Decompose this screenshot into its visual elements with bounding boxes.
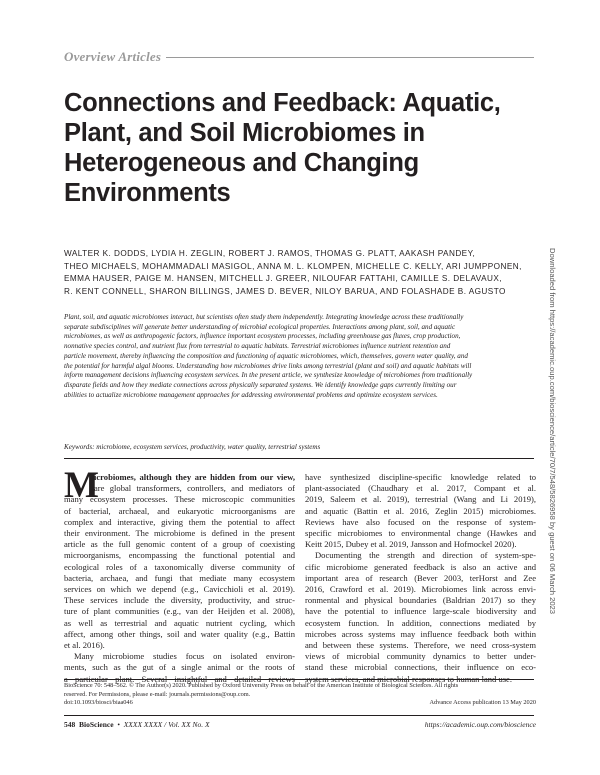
abstract-line: Plant, soil, and aquatic microbiomes interact, but scientists often study them independently. Integrating knowledge across these traditionally <box>64 313 464 321</box>
body-line: et al. 2016). <box>64 640 105 651</box>
download-watermark: Downloaded from https://academic.oup.com/bioscience/article/70/7/548/5826958 by guest on 06 March 2023 <box>548 248 557 614</box>
journal-name: BioScience <box>79 720 114 729</box>
article-title <box>64 88 534 208</box>
body-line: ronmental and physical boundaries (Baldrian 2017) so they <box>305 595 536 606</box>
abstract-line: inform management decisions influencing ecosystem services. In the present article, we synthesize knowledge of microbiomes from traditionally <box>64 371 473 380</box>
author-line: WALTER K. DODDS, LYDIA H. ZEGLIN, ROBERT J. RAMOS, THOMAS G. PLATT, AAKASH PANDEY, <box>64 249 476 258</box>
section-label: Overview Articles <box>64 49 162 64</box>
body-line: Many microbiome studies focus on isolated environ- <box>74 651 295 662</box>
body-line: icrobiomes, although they are hidden from our view, <box>94 472 295 482</box>
body-line: important area of research (Bever 2003, terHorst and Zee <box>305 572 536 583</box>
page-footer-left: 548 BioScience • XXXX XXXX / Vol. XX No. X <box>64 720 210 729</box>
body-line: 2016, Crawford et al. 2019). Microbiomes link across envi- <box>305 584 536 595</box>
body-line: These services include the diversity, productivity, and struc- <box>64 595 295 606</box>
body-line: a particular plant. Several insightful and detailed reviews <box>64 673 295 684</box>
body-line: have the potential to influence large-scale biodiversity and <box>305 606 536 617</box>
body-line: and between these systems. Therefore, we need cross-system <box>305 640 536 651</box>
body-line: views of microbial community dynamics to better under- <box>305 651 536 662</box>
author-line: R. KENT CONNELL, SHARON BILLINGS, JAMES D. BEVER, NILOY BARUA, AND FOLASHADE B. AGUSTO <box>64 286 506 296</box>
body-line: article as the full genomic content of a group of coexisting <box>64 539 295 550</box>
title-line: Connections and Feedback: Aquatic, <box>64 89 501 117</box>
journal-url[interactable]: https://academic.oup.com/bioscience <box>424 720 536 729</box>
body-line: ments, such as the gut of a single animal or the roots of <box>64 662 295 673</box>
title-line: Heterogeneous and Changing <box>64 149 419 177</box>
body-line: ture of plant communities (e.g., van der Heijden et al. 2008), <box>64 606 295 617</box>
title-line: Plant, and Soil Microbiomes in <box>64 119 425 147</box>
body-column-right <box>305 472 536 685</box>
body-line: of bacterial, archaeal, and eukaryotic microorganisms are <box>64 505 295 516</box>
publication-date: Advance Access publication 13 May 2020 <box>429 699 536 706</box>
author-line: EMMA HAUSER, PAIGE M. HANSEN, MITCHELL J. GREER, NILOUFAR FATTAHI, CAMILLE S. DELAVAUX, <box>64 274 502 284</box>
body-line: plant-associated (Chaudhary et al. 2017, Compant et al. <box>305 483 536 494</box>
body-column-left <box>64 472 295 685</box>
section-rule <box>166 57 534 58</box>
body-line: ecosystem function. In addition, connections mediated by <box>305 617 536 628</box>
body-line: many ecosystem processes. These microscopic communities <box>64 494 295 505</box>
body-line: specific microbiomes to environmental change (Hawkes and <box>305 528 536 539</box>
footnote-line: reserved. For Permissions, please e-mail: journals.permissions@oup.com. <box>64 690 251 698</box>
body-line: and aquatic (Battin et al. 2016, Zeglin 2015) microbiomes. <box>305 505 536 516</box>
doi-link[interactable]: doi:10.1093/biosci/biaa046 <box>64 699 133 707</box>
abstract-line: separate subdisciplines will generate better understanding of microbial ecological properties. Interactions among plant, soil, and aquatic <box>64 322 456 331</box>
body-line: Reviews have also focused on the response of system- <box>305 516 536 527</box>
abstract-divider <box>64 458 534 459</box>
abstract-line: disparate fields and how they mediate connections across physically separated systems. We identify knowledge gaps currently limiting our <box>64 380 457 389</box>
abstract-line: microbiomes, as well as anthropogenic factors, influence important ecosystem processes, including greenhouse gas fluxes, crop production, <box>64 332 461 341</box>
footnote-line: BioScience 70: 548–562. © The Author(s) 2020. Published by Oxford University Press on behalf of the American Institute of Biological Sciences. All rights <box>64 682 459 689</box>
body-line: affect, among other things, soil and water quality (e.g., Battin <box>64 628 295 639</box>
body-line: bacteria, archaea, and fungi that mediate many ecosystem <box>64 572 295 583</box>
body-line: system services, and microbial responses to human land use. <box>305 673 512 684</box>
body-line: ecological roles of a taxonomically diverse community of <box>64 561 295 572</box>
abstract-line: the potential for harmful algal blooms. Understanding how microbiomes drive links among terrestrial (plant and soil) and aquatic habitats will <box>64 361 472 370</box>
author-line: THEO MICHAELS, MOHAMMADALI MASIGOL, ANNA M. L. KLOMPEN, MICHELLE C. KELLY, ARI JUMPPONEN, <box>64 261 522 271</box>
body-line: stand these microbial connections, their influence on eco- <box>305 662 536 673</box>
body-line: 2019, Saleem et al. 2019), terrestrial (Wang and Li 2019), <box>305 494 536 505</box>
abstract-line: abilities to actualize microbiome management approaches for addressing environmental problems and optimize ecosystem services. <box>64 390 438 399</box>
footnote-divider <box>64 679 534 680</box>
drop-cap: M <box>64 465 99 506</box>
body-line: cific microbiome generated feedback is also an active and <box>305 561 536 572</box>
body-line: services on which we depend (e.g., Cavicchioli et al. 2019). <box>64 584 295 595</box>
page-number: 548 <box>64 720 76 729</box>
keywords: Keywords: microbiome, ecosystem services, productivity, water quality, terrestrial systems <box>64 443 321 451</box>
footer-divider <box>64 715 534 716</box>
body-line: their environment. The microbiome is defined in the present <box>64 528 295 539</box>
body-line: as well as terrestrial and aquatic nutrient cycling, which <box>64 617 295 628</box>
author-list <box>64 248 544 298</box>
body-line: have synthesized discipline-specific knowledge related to <box>305 472 536 482</box>
body-line: are global transformers, controllers, and mediators of <box>94 483 295 494</box>
body-line: microbes across systems may influence feedback both within <box>305 628 536 639</box>
body-line: complex and interactive, giving them the potential to affect <box>64 516 295 527</box>
abstract-line: particle movement, thereby influencing the composition and functioning of aquatic microbiomes, which, themselves, govern water quality, and <box>64 351 468 360</box>
title-line: Environments <box>64 179 231 207</box>
body-line: microorganisms, encompassing the functional potential and <box>64 550 295 561</box>
body-line: Keitt 2015, Dubey et al. 2019, Jansson and Hofmockel 2020). <box>305 539 517 550</box>
body-line: Documenting the strength and direction of system-spe- <box>315 550 536 561</box>
abstract <box>64 313 536 400</box>
abstract-line: nonnative species control, and nutrient flux from terrestrial to aquatic habitats. Terrestrial microbiomes influence nutrient retention and <box>64 342 451 351</box>
issue-info: XXXX XXXX / Vol. XX No. X <box>123 720 210 729</box>
